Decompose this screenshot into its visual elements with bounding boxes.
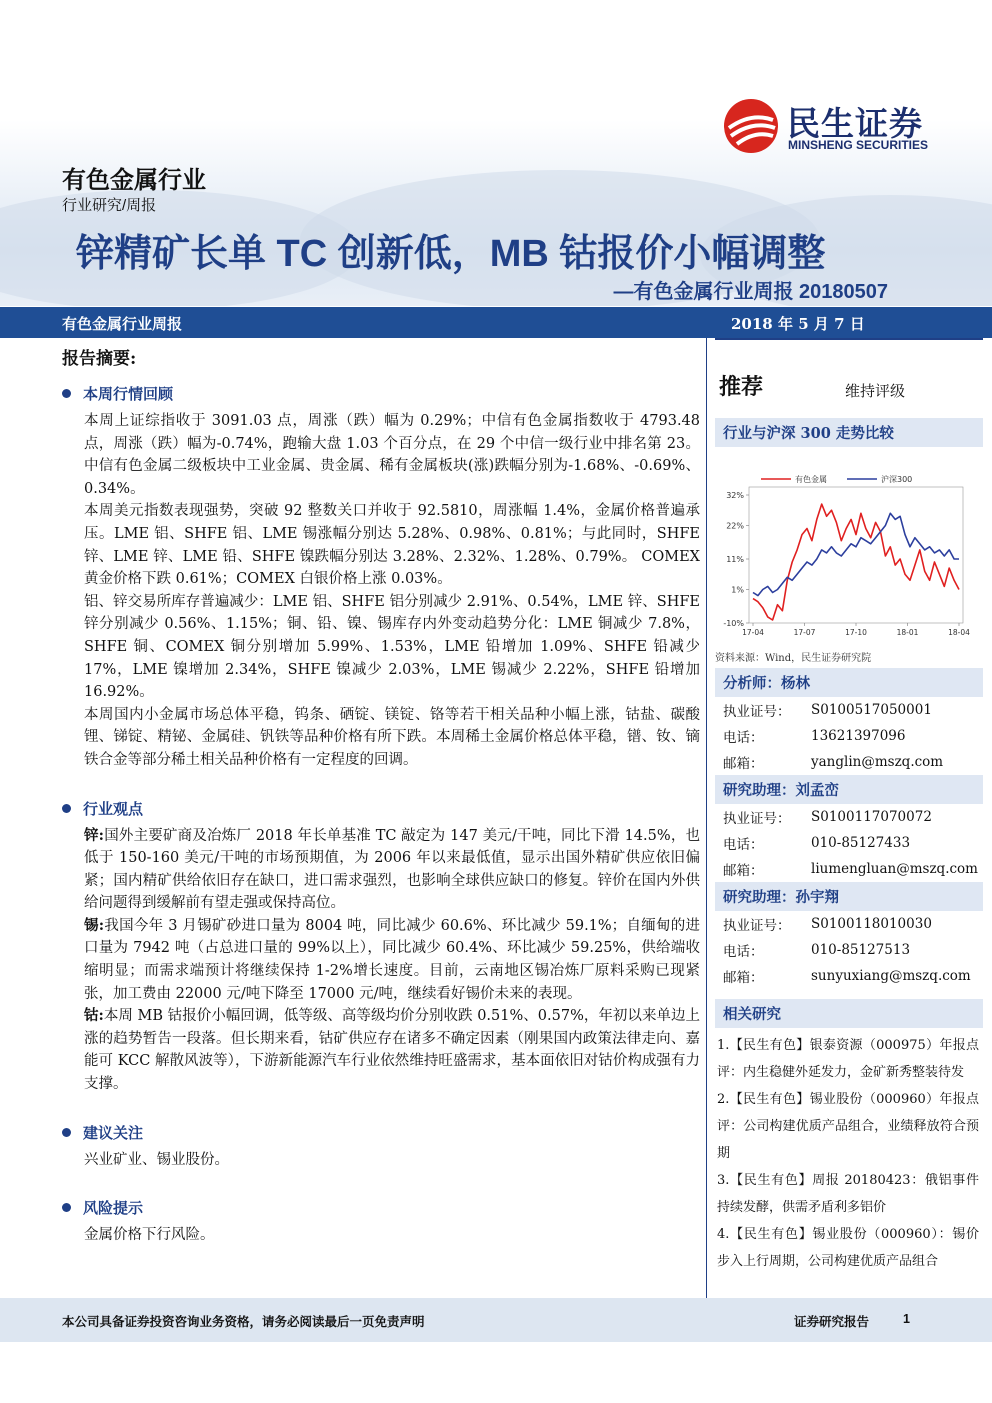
paragraph-text: 我国今年 3 月锡矿砂进口量为 8004 吨，同比减少 60.6%、环比减少 59.1%；自缅甸的进口量为 7942 吨（占总进口量的 99%以上），同比减少 60.4%、环比减少 59.25%，供给端收缩明显；而需求端预计将继续保持 1-2%增长速度。目前，云南地区锡冶炼厂原料采购已现紧张，加工费由 22000 元/吨下降至 17000 元/吨，继续看好锡价未来的表现。 (84, 917, 701, 1002)
info-row (715, 963, 983, 989)
series-line (753, 504, 959, 620)
info-value: 13621397096 (811, 728, 906, 744)
info-key: 执业证号： (723, 918, 791, 934)
y-tick-label: 1% (731, 585, 744, 595)
related-item: 1.【民生有色】银泰资源（000975）年报点评：内生稳健外延发力，金矿新秀整装待发 (717, 1038, 979, 1080)
analyst-heading: 研究助理：刘孟峦 (715, 775, 983, 804)
info-value: S0100118010030 (811, 916, 932, 932)
info-key: 执业证号： (723, 704, 791, 720)
paragraph-zinc (84, 825, 700, 915)
rating-main: 推荐 (719, 374, 764, 399)
logo-mark-icon (723, 98, 779, 154)
band-report-name: 有色金属行业周报 (62, 315, 183, 333)
section-heading: 行业观点 (83, 799, 144, 818)
footer-report-type: 证券研究报告 (794, 1315, 870, 1329)
report-type: 行业研究/周报 (62, 197, 157, 214)
related-item: 2.【民生有色】锡业股份（000960）年报点评：公司构建优质产品组合，业绩释放符合预期 (717, 1092, 979, 1161)
x-tick-label: 17-10 (845, 628, 867, 637)
page-footer (0, 1298, 992, 1342)
info-row (715, 697, 983, 723)
report-title: 锌精矿长单 TC 创新低，MB 钴报价小幅调整 (76, 233, 826, 275)
info-row (715, 911, 983, 937)
plot-frame (749, 487, 963, 623)
info-key: 邮箱： (723, 756, 764, 772)
y-tick-label: -10% (723, 619, 744, 628)
paragraph: 本周上证综指收于 3091.03 点，周涨（跌）幅为 0.29%；中信有色金属指数收于 4793.48 点，周涨（跌）幅为-0.74%，跑输大盘 1.03 个百分点，在 29 个中信一级行业中排名第 23。中信有色金属二级板块中工业金属、贵金属、稀有金属板块(涨)跌幅分别为-1.68%、-0.69%、0.34%。 (84, 413, 700, 497)
summary-column (62, 344, 700, 1247)
paragraph-cobalt (84, 1005, 700, 1095)
bullet-icon (62, 804, 71, 813)
chart-source: 资料来源：Wind，民生证券研究院 (715, 653, 872, 664)
paragraph-tin (84, 915, 700, 1005)
paragraph: 本周美元指数表现强势，突破 92 整数关口并收于 92.5810，周涨幅 1.4%，金属价格普遍承压。LME 铝、SHFE 铝、LME 锡涨幅分别达 5.28%、0.98%、0.81%；与此同时，SHFE 锌、LME 锌、LME 铅、SHFE 镍跌幅分别达 3.28%、2.32%、1.28%、0.79%。 COMEX 黄金价格下跌 0.61%；COMEX 白银价格上涨 0.03%。 (84, 503, 700, 588)
rating-sub: 维持评级 (845, 383, 906, 400)
section-market-review (62, 383, 700, 404)
analyst-heading: 研究助理：孙宇翔 (715, 882, 983, 911)
paragraph: 金属价格下行风险。 (84, 1227, 215, 1244)
summary-title: 报告摘要: (62, 349, 137, 369)
bullet-icon (62, 389, 71, 398)
info-row (715, 749, 983, 775)
report-subtitle: —有色金属行业周报 20180507 (613, 281, 888, 303)
column-divider (706, 338, 707, 1298)
info-row (715, 723, 983, 749)
report-header (0, 0, 992, 306)
info-value: sunyuxiang@mszq.com (811, 968, 971, 984)
x-tick-label: 17-07 (793, 628, 816, 637)
band-date: 2018 年 5 月 7 日 (731, 315, 865, 333)
y-tick-label: 32% (726, 491, 744, 500)
paragraph: 铝、锌交易所库存普遍减少：LME 铝、SHFE 铝分别减少 2.91%、0.54%，LME 锌、SHFE 锌分别减少 0.56%、1.15%；铜、铅、镍、锡库存内外变动趋势分化：LME 铜减少 7.8%，SHFE 铜、COMEX 铜分别增加 5.99%、1.53%，LME 铅增加 1.09%、SHFE 铅减少 17%，LME 镍增加 2.34%，SHFE 镍减少 2.03%，LME 锡减少 2.22%，SHFE 铅增加 16.92%。 (84, 593, 700, 701)
info-row (715, 937, 983, 963)
trend-chart (715, 447, 983, 647)
info-row (715, 856, 983, 882)
info-value: yanglin@mszq.com (811, 754, 944, 770)
info-value: S0100117070072 (811, 809, 932, 825)
bullet-icon (62, 1128, 71, 1137)
section-heading: 本周行情回顾 (83, 385, 174, 403)
section-industry-view (62, 798, 700, 819)
info-value: 010-85127433 (811, 835, 911, 851)
section-heading: 建议关注 (83, 1123, 144, 1142)
y-tick-label: 22% (726, 521, 744, 531)
y-tick-label: 11% (726, 555, 744, 564)
sidebar-column (715, 338, 983, 1275)
section-risk (62, 1197, 700, 1218)
bullet-icon (62, 1203, 71, 1212)
industry-label: 有色金属行业 (62, 167, 206, 194)
x-tick-label: 18-01 (896, 628, 919, 637)
logo-name-en: MINSHENG SECURITIES (788, 138, 929, 152)
info-value: S0100517050001 (811, 702, 932, 718)
series-line (753, 513, 959, 595)
logo-name-cn: 民生证券 (787, 105, 923, 142)
section-heading: 风险提示 (83, 1199, 144, 1218)
legend-label: 沪深300 (881, 475, 913, 484)
info-value: liumengluan@mszq.com (811, 861, 978, 877)
related-item: 3.【民生有色】周报 20180423：俄铝事件持续发酵，供需矛盾利多铝价 (717, 1173, 979, 1215)
chart-heading: 行业与沪深 300 走势比较 (715, 418, 983, 447)
minsheng-logo (723, 98, 963, 158)
x-tick-label: 18-04 (948, 628, 970, 637)
related-list (715, 1028, 983, 1275)
footer-disclaimer: 本公司具备证券投资咨询业务资格，请务必阅读最后一页免责声明 (62, 1315, 425, 1329)
metal-label: 锌: (84, 826, 105, 844)
metal-label: 钴: (84, 1007, 104, 1025)
info-row (715, 830, 983, 856)
paragraph: 本周国内小金属市场总体平稳，钨条、硒锭、镁锭、铬等若干相关品种小幅上涨，钴盐、碳酸锂、锑锭、精铋、金属硅、钒铁等品种价格有所下跌。本周稀土金属价格总体平稳，镨、钕、镝铁合金等部分稀土相关品种价格有一定程度的回调。 (84, 706, 700, 768)
title-band (0, 307, 992, 338)
info-key: 邮箱： (723, 863, 764, 879)
related-item: 4.【民生有色】锡业股份（000960）：锡价步入上行周期，公司构建优质产品组合 (717, 1227, 979, 1269)
info-key: 电话： (723, 944, 764, 960)
page-number: 1 (903, 1312, 910, 1326)
related-heading: 相关研究 (715, 999, 983, 1028)
info-key: 邮箱： (723, 970, 764, 986)
paragraph: 兴业矿业、锡业股份。 (84, 1151, 229, 1168)
rating-box (715, 338, 983, 418)
analyst-heading: 分析师：杨林 (715, 668, 983, 697)
paragraph-text: 本周 MB 钴报价小幅回调，低等级、高等级均价分别收跌 0.51%、0.57%，年初以来单边上涨的趋势暂告一段落。但长期来看，钴矿供应存在诸多不确定因素（刚果国内政策法律走向、嘉能可 KCC 解散风波等），下游新能源汽车行业依然维持旺盛需求，基本面依旧对钴价构成强有力支撑。 (84, 1008, 700, 1093)
legend-label: 有色金属 (795, 475, 827, 484)
info-key: 执业证号： (723, 811, 791, 827)
info-row (715, 804, 983, 830)
info-key: 电话： (723, 837, 764, 853)
info-value: 010-85127513 (811, 942, 911, 958)
metal-label: 锡: (84, 916, 105, 934)
info-key: 电话： (723, 730, 764, 746)
trend-chart-svg (715, 447, 983, 647)
section-recommend (62, 1122, 700, 1143)
x-tick-label: 17-04 (742, 628, 764, 637)
paragraph-text: 国外主要矿商及冶炼厂 2018 年长单基准 TC 敲定为 147 美元/干吨，同比下滑 14.5%，也低于 150-160 美元/干吨的市场预期值，为 2006 年以来最低值，显示出国外精矿供应依旧偏紧；国内精矿供给依旧存在缺口，进口需求强烈，也影响全球供应缺口的修复。锌价在国内外供给问题得到缓解前有望走强或保持高位。 (84, 827, 700, 912)
